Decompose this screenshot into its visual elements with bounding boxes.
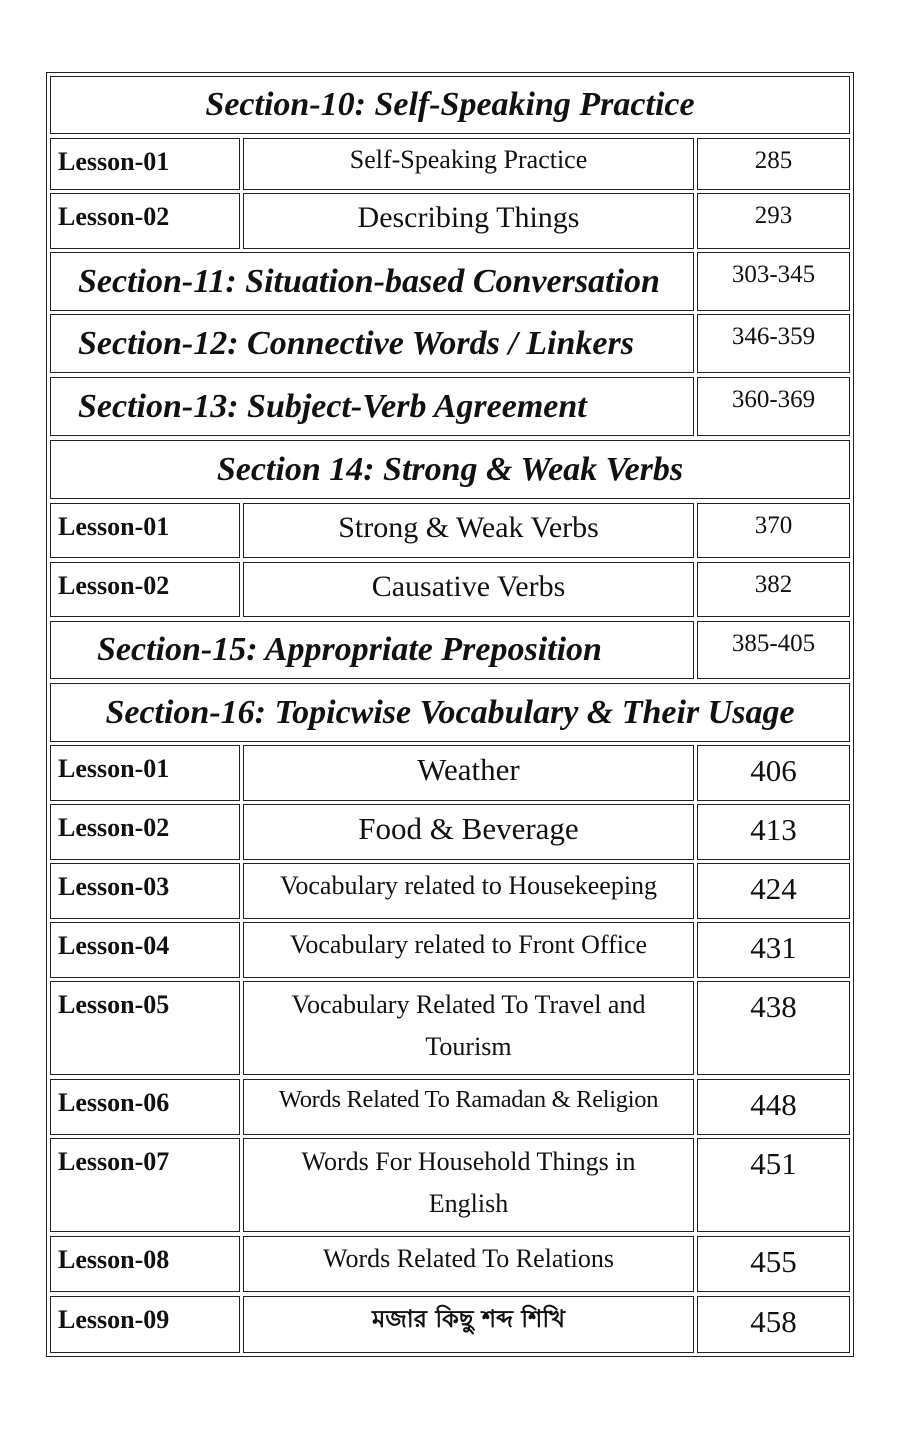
- section-pages: 360-369: [697, 377, 850, 436]
- section-13-header: [50, 377, 694, 436]
- lesson-page: 406: [697, 745, 850, 801]
- section-14-header: [50, 440, 850, 499]
- lesson-title: Vocabulary related to Housekeeping: [243, 863, 694, 919]
- section-11-header: [50, 252, 694, 311]
- lesson-title: মজার কিছু শব্দ শিখি: [243, 1296, 694, 1353]
- lesson-page: 370: [697, 503, 850, 558]
- lesson-label: Lesson-04: [50, 922, 240, 978]
- lesson-page: 431: [697, 922, 850, 978]
- section-title: Section-11: Situation-based Conversation: [78, 262, 660, 300]
- lesson-title: Words Related To Ramadan & Religion: [243, 1079, 694, 1135]
- lesson-page: 458: [697, 1296, 850, 1353]
- lesson-label: Lesson-01: [50, 503, 240, 558]
- lesson-label: Lesson-05: [50, 981, 240, 1075]
- lesson-page: 285: [697, 138, 850, 190]
- lesson-page: 438: [697, 981, 850, 1075]
- lesson-title: Causative Verbs: [243, 562, 694, 617]
- lesson-title: Food & Beverage: [243, 804, 694, 860]
- section-pages: 346-359: [697, 314, 850, 373]
- lesson-page: 451: [697, 1138, 850, 1232]
- section-title: Section 14: Strong & Weak Verbs: [216, 450, 684, 488]
- lesson-page: 448: [697, 1079, 850, 1135]
- lesson-title: Strong & Weak Verbs: [243, 503, 694, 558]
- lesson-label: Lesson-01: [50, 138, 240, 190]
- lesson-page: 424: [697, 863, 850, 919]
- section-title: Section-15: Appropriate Preposition: [97, 631, 602, 668]
- section-title: Section-13: Subject-Verb Agreement: [78, 387, 587, 425]
- lesson-title: Vocabulary related to Front Office: [243, 922, 694, 978]
- section-15-header: [50, 621, 694, 679]
- lesson-label: Lesson-02: [50, 193, 240, 249]
- lesson-label: Lesson-09: [50, 1296, 240, 1353]
- lesson-title: Weather: [243, 745, 694, 801]
- section-pages: 385-405: [697, 621, 850, 679]
- lesson-label: Lesson-02: [50, 804, 240, 860]
- section-title: Section-16: Topicwise Vocabulary & Their Usage: [105, 693, 795, 731]
- section-title: Section-12: Connective Words / Linkers: [78, 324, 634, 362]
- lesson-page: 382: [697, 562, 850, 617]
- lesson-page: 293: [697, 193, 850, 249]
- lesson-label: Lesson-07: [50, 1138, 240, 1232]
- lesson-label: Lesson-06: [50, 1079, 240, 1135]
- lesson-label: Lesson-01: [50, 745, 240, 801]
- lesson-label: Lesson-02: [50, 562, 240, 617]
- lesson-title: Describing Things: [243, 193, 694, 249]
- lesson-title: Vocabulary Related To Travel and Tourism: [243, 981, 694, 1075]
- section-12-header: [50, 314, 694, 373]
- lesson-title: Self-Speaking Practice: [243, 138, 694, 190]
- lesson-page: 455: [697, 1236, 850, 1292]
- lesson-page: 413: [697, 804, 850, 860]
- section-10-header: [50, 76, 850, 134]
- lesson-title: Words For Household Things in English: [243, 1138, 694, 1232]
- section-title: Section-10: Self-Speaking Practice: [205, 86, 695, 123]
- lesson-label: Lesson-08: [50, 1236, 240, 1292]
- lesson-label: Lesson-03: [50, 863, 240, 919]
- section-16-header: [50, 683, 850, 742]
- lesson-title: Words Related To Relations: [243, 1236, 694, 1292]
- section-pages: 303-345: [697, 252, 850, 311]
